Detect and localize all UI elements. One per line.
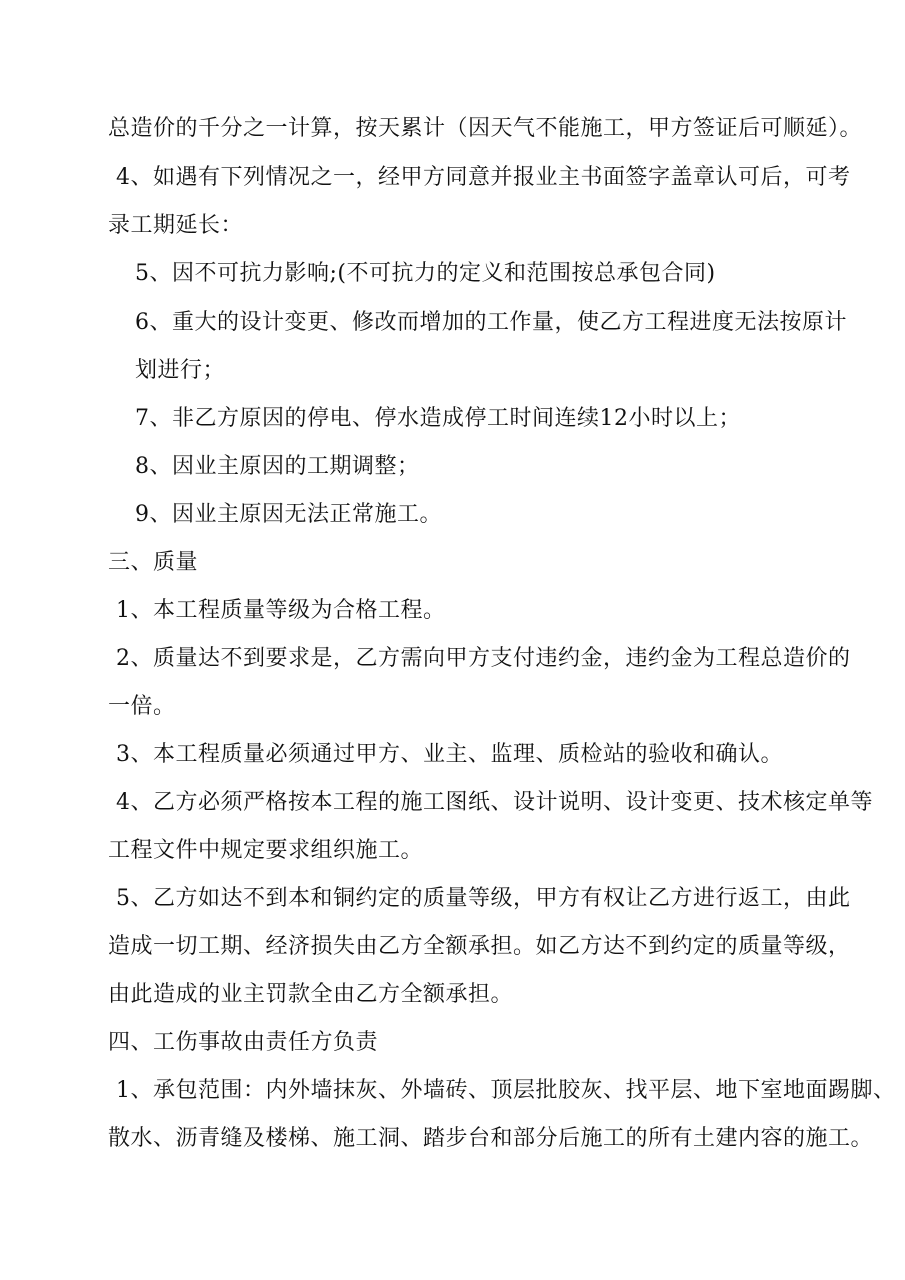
text-line: 划进行；: [135, 358, 226, 383]
text-line: 5、乙方如达不到本和铜约定的质量等级，甲方有权让乙方进行返工，由此: [116, 886, 851, 911]
text-line: 7、非乙方原因的停电、停水造成停工时间连续12小时以上；: [135, 406, 741, 431]
text-line: 2、质量达不到要求是，乙方需向甲方支付违约金，违约金为工程总造价的: [116, 646, 851, 671]
text-line: 9、因业主原因无法正常施工。: [135, 502, 442, 527]
text-line: 一倍。: [108, 694, 176, 719]
section-heading: 四、工伤事故由责任方负责: [108, 1030, 379, 1055]
text-line: 散水、沥青缝及楼梯、施工洞、踏步台和部分后施工的所有土建内容的施工。: [108, 1126, 874, 1151]
text-line: 总造价的千分之一计算，按天累计（因天气不能施工，甲方签证后可顺延）。: [108, 116, 863, 141]
text-line: 3、本工程质量必须通过甲方、业主、监理、质检站的验收和确认。: [116, 742, 783, 767]
text-line: 5、因不可抗力影响;(不可抗力的定义和范围按总承包合同): [135, 261, 716, 286]
text-line: 8、因业主原因的工期调整；: [135, 454, 420, 479]
text-line: 造成一切工期、经济损失由乙方全额承担。如乙方达不到约定的质量等级，: [108, 934, 851, 959]
text-line: 录工期延长：: [108, 213, 244, 238]
text-line: 4、如遇有下列情况之一，经甲方同意并报业主书面签字盖章认可后，可考: [116, 165, 851, 190]
text-line: 由此造成的业主罚款全由乙方全额承担。: [108, 982, 514, 1007]
text-line: 1、承包范围：内外墙抹灰、外墙砖、顶层批胶灰、找平层、地下室地面踢脚、: [116, 1078, 896, 1103]
section-heading: 三、质量: [108, 550, 199, 575]
text-line: 1、本工程质量等级为合格工程。: [116, 598, 446, 623]
text-line: 6、重大的设计变更、修改而增加的工作量，使乙方工程进度无法按原计: [135, 310, 847, 335]
text-line: 4、乙方必须严格按本工程的施工图纸、设计说明、设计变更、技术核定单等: [116, 790, 873, 815]
text-line: 工程文件中规定要求组织施工。: [108, 838, 424, 863]
